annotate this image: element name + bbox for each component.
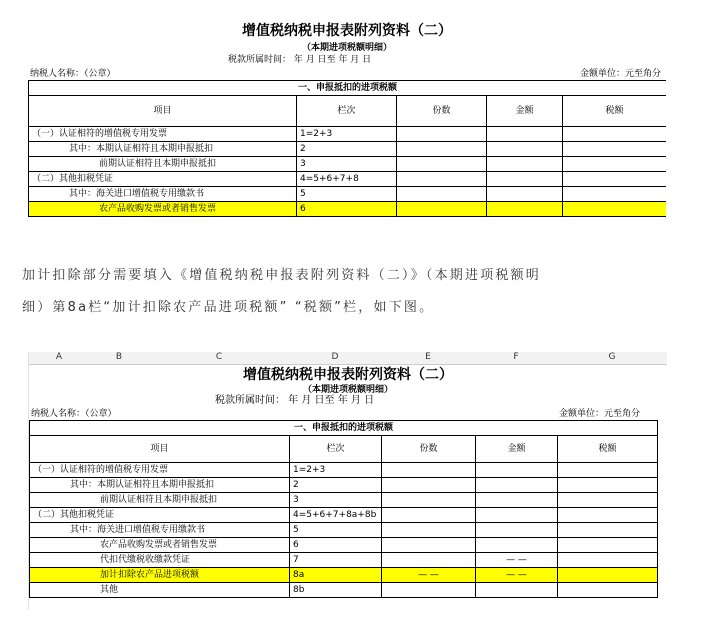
row-item: 其中：本期认证相符且本期申报抵扣 (29, 142, 297, 157)
row-item: 其中：本期认证相符且本期申报抵扣 (30, 478, 290, 493)
row-item: 前期认证相符且本期申报抵扣 (29, 157, 297, 172)
row-col: 2 (290, 478, 382, 493)
header-count: 份数 (397, 96, 487, 127)
row-item: 其中：海关进口增值税专用缴款书 (30, 523, 290, 538)
detail-table (29, 420, 658, 598)
row-col: 3 (297, 157, 397, 172)
row-col: 5 (290, 523, 382, 538)
row-item: 农产品收购发票或者销售发票 (29, 202, 297, 217)
row-item: 代扣代缴税收缴款凭证 (30, 553, 290, 568)
header-item: 项目 (29, 96, 297, 127)
header-amount: 金额 (487, 96, 563, 127)
section-title: 一、申报抵扣的进项税额 (30, 421, 658, 436)
column-letter: G (557, 352, 667, 365)
header-col: 栏次 (290, 436, 382, 463)
header-count: 份数 (382, 436, 476, 463)
amount-unit: 金额单位：元至角分 (559, 409, 641, 419)
section-title: 一、申报抵扣的进项税额 (29, 81, 667, 96)
row-col: 4=5+6+7+8a+8b (290, 508, 382, 523)
column-letter: F (475, 352, 557, 365)
row-item: 前期认证相符且本期申报抵扣 (30, 493, 290, 508)
taxpayer-name: 纳税人名称：（公章） (30, 69, 116, 79)
row-count: — — (382, 568, 476, 583)
row-item: 加计扣除农产品进项税额 (30, 568, 290, 583)
row-item: 农产品收购发票或者销售发票 (30, 538, 290, 553)
detail-table (28, 80, 666, 217)
column-letter: D (289, 352, 381, 365)
row-amount: — — (476, 553, 558, 568)
column-letter: A (29, 352, 89, 365)
row-col: 2 (297, 142, 397, 157)
row-col: 5 (297, 187, 397, 202)
row-item: （一）认证相符的增值税专用发票 (30, 463, 290, 478)
highlighted-row (29, 202, 667, 217)
form-title: 增值税纳税申报表附列资料（二） (242, 23, 452, 39)
row-item: （二）其他扣税凭证 (30, 508, 290, 523)
row-col: 3 (290, 493, 382, 508)
header-tax: 税额 (558, 436, 658, 463)
row-col: 8b (290, 583, 382, 598)
highlighted-row (30, 568, 658, 583)
column-letter: E (381, 352, 475, 365)
column-letter: C (149, 352, 289, 365)
row-item: 其中：海关进口增值税专用缴款书 (29, 187, 297, 202)
taxpayer-name: 纳税人名称：（公章） (31, 409, 117, 419)
row-col: 1=2+3 (297, 127, 397, 142)
amount-unit: 金额单位：元至角分 (580, 69, 662, 79)
row-col: 7 (290, 553, 382, 568)
row-item: （一）认证相符的增值税专用发票 (29, 127, 297, 142)
header-col: 栏次 (297, 96, 397, 127)
row-amount: — — (476, 568, 558, 583)
header-amount: 金额 (476, 436, 558, 463)
form-subtitle: （本期进项税额明细） (301, 43, 392, 53)
form-title: 增值税纳税申报表附列资料（二） (243, 367, 453, 383)
body-paragraph-line-1: 加计扣除部分需要填入《增值税纳税申报表附列资料（二）》（本期进项税额明 (22, 268, 542, 283)
header-item: 项目 (30, 436, 290, 463)
row-col: 6 (290, 538, 382, 553)
row-col: 6 (297, 202, 397, 217)
row-col: 8a (290, 568, 382, 583)
header-tax: 税额 (563, 96, 667, 127)
period-line: 税款所属时间： 年 月 日至 年 月 日 (228, 55, 372, 65)
row-col: 1=2+3 (290, 463, 382, 478)
row-item: （二）其他扣税凭证 (29, 172, 297, 187)
spreadsheet-screenshot-2 (28, 352, 667, 610)
spreadsheet-screenshot-1 (28, 18, 666, 218)
period-line: 税款所属时间： 年 月 日至 年 月 日 (215, 395, 375, 406)
column-letter: B (89, 352, 149, 365)
row-item: 其他 (30, 583, 290, 598)
row-col: 4=5+6+7+8 (297, 172, 397, 187)
body-paragraph-line-2: 细）第8a栏“加计扣除农产品进项税额” “税额”栏，如下图。 (22, 300, 435, 315)
form-subtitle: （本期进项税额明细） (302, 385, 393, 395)
